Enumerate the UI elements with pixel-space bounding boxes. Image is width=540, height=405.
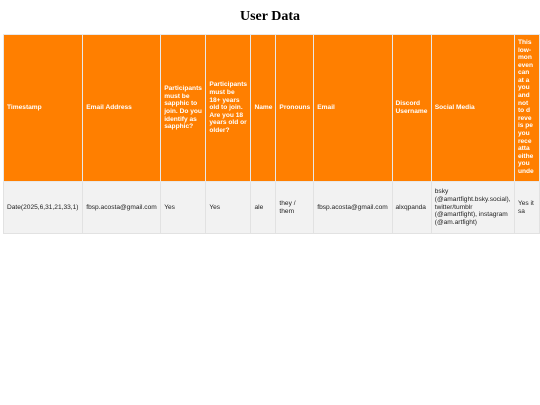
header-email: Email bbox=[314, 35, 392, 182]
cell-discord: alxqpanda bbox=[392, 182, 431, 234]
header-discord: Discord Username bbox=[392, 35, 431, 182]
cell-email-address: fbsp.acosta@gmail.com bbox=[83, 182, 161, 234]
page-title: User Data bbox=[239, 9, 300, 24]
cell-timestamp: Date(2025,6,31,21,33,1) bbox=[4, 182, 83, 234]
user-data-table bbox=[3, 34, 540, 234]
header-age: Participants must be 18+ years old to join. Are you 18 years old or older? bbox=[206, 35, 251, 182]
header-social: Social Media bbox=[431, 35, 514, 182]
header-row bbox=[4, 35, 540, 182]
cell-email: fbsp.acosta@gmail.com bbox=[314, 182, 392, 234]
cell-social: bsky (@amartfight.bsky.social), twitter/tumblr (@amartfight), instagram (@am.artfight) bbox=[431, 182, 514, 234]
cell-name: ale bbox=[251, 182, 276, 234]
header-consent: This low-mon even can at a you and not to d reve is pe you rece atta eithe you unde bbox=[514, 35, 539, 182]
cell-age: Yes bbox=[206, 182, 251, 234]
cell-sapphic: Yes bbox=[161, 182, 206, 234]
header-sapphic: Participants must be sapphic to join. Do you identify as sapphic? bbox=[161, 35, 206, 182]
cell-consent: Yes it sa bbox=[514, 182, 539, 234]
cell-pronouns: they / them bbox=[276, 182, 314, 234]
header-email-address: Email Address bbox=[83, 35, 161, 182]
header-timestamp: Timestamp bbox=[4, 35, 83, 182]
header-name: Name bbox=[251, 35, 276, 182]
header-pronouns: Pronouns bbox=[276, 35, 314, 182]
table-row bbox=[4, 182, 540, 234]
